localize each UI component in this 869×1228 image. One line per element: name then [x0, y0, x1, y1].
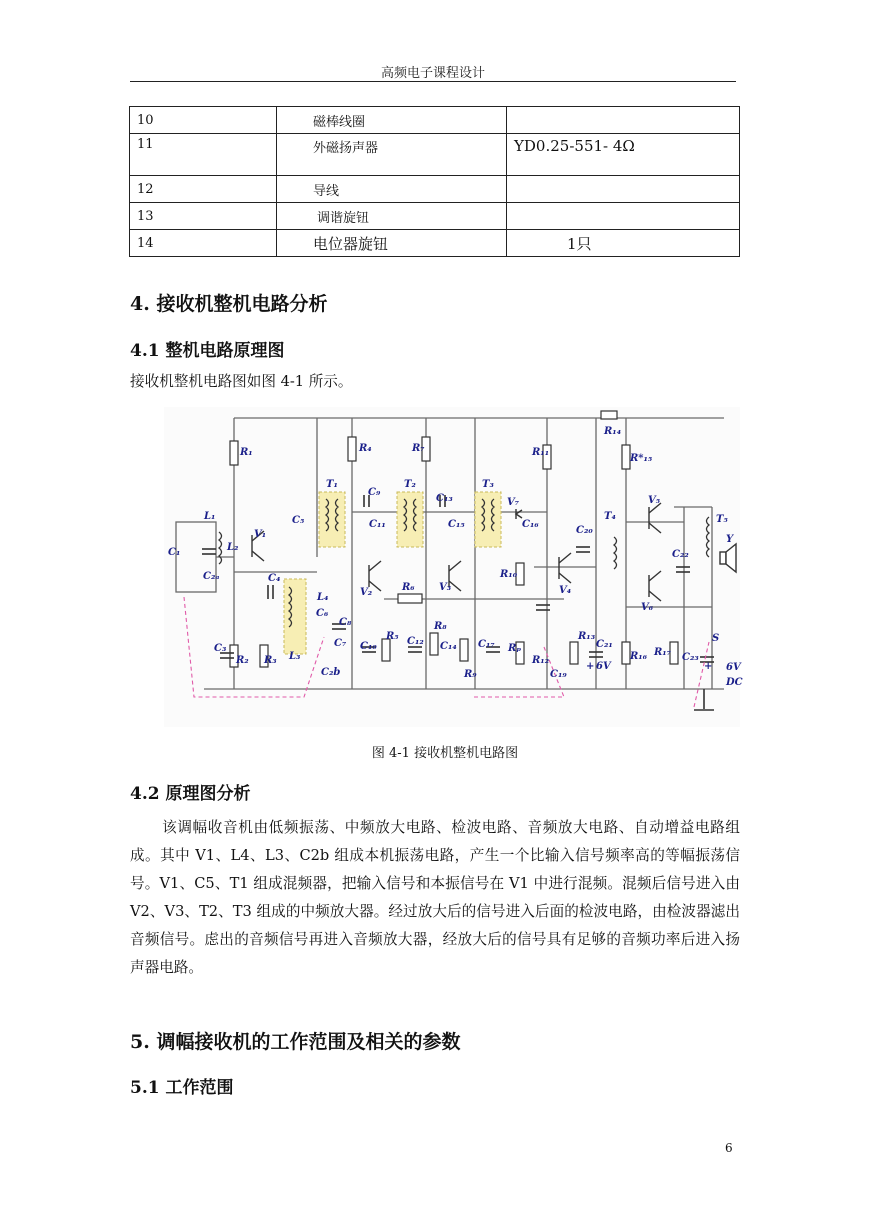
label-6v-c21: 6V	[596, 661, 611, 672]
label-l4: L₄	[317, 592, 329, 603]
label-c22: C₂₂	[672, 549, 689, 560]
cell-spec: YD0.25-551- 4Ω	[507, 134, 740, 176]
cell-spec: 1只	[507, 230, 740, 257]
label-c21: C₂₁	[596, 639, 613, 650]
cell-spec	[507, 176, 740, 203]
label-s: S	[712, 633, 720, 644]
label-l3: L₃	[289, 651, 301, 662]
cell-name: 调谐旋钮	[277, 203, 507, 230]
label-c12: C₁₂	[407, 636, 424, 647]
label-c16: C₁₆	[522, 519, 539, 530]
label-c2a: C₂ₐ	[203, 571, 220, 582]
running-header: 高频电子课程设计	[380, 66, 485, 81]
label-plus-c21: +	[586, 661, 595, 672]
table-row	[130, 134, 740, 176]
label-c17: C₁₇	[478, 639, 495, 650]
table-row	[130, 176, 740, 203]
label-c1: C₁	[168, 547, 181, 558]
label-c15: C₁₅	[448, 519, 465, 530]
label-l2: L₂	[227, 542, 239, 553]
label-r6: R₆	[402, 582, 415, 593]
cell-no: 12	[130, 176, 277, 203]
label-r2: R₂	[236, 655, 249, 666]
label-c20: C₂₀	[576, 525, 593, 536]
label-l1: L₁	[204, 511, 216, 522]
label-t3: T₃	[482, 479, 494, 490]
section-5-1-heading: 5.1 工作范围	[130, 1078, 234, 1098]
label-r14: R₁₄	[604, 426, 622, 437]
label-v6: V₆	[641, 602, 654, 613]
label-rp: Rₚ	[508, 643, 522, 654]
label-v1: V₁	[254, 529, 267, 540]
label-r1: R₁	[240, 447, 253, 458]
label-y: Y	[726, 534, 734, 545]
label-r5: R₅	[386, 631, 399, 642]
label-c10: C₁₀	[360, 641, 377, 652]
cell-spec	[507, 107, 740, 134]
label-c5: C₅	[292, 515, 305, 526]
label-c11: C₁₁	[369, 519, 386, 530]
label-t5: T₅	[716, 514, 728, 525]
cell-name: 外磁扬声器	[277, 134, 507, 176]
section-4-2-body: 该调幅收音机由低频振荡、中频放大电路、检波电路、音频放大电路、自动增益电路组成。其中 V1、L4、L3、C2b 组成本机振荡电路，产生一个比输入信号频率高的等幅振荡信号。V1、C5、T1 组成混频器，把输入信号和本振信号在 V1 中进行混频。混频后信号进入由 V2、V3、T2、T3 组成的中频放大器。经过放大后的信号进入后面的检波电路，由检波器滤出音频信号。虑出的音频信号再进入音频放大器，经放大后的信号具有足够的音频功率后进入扬声器电路。	[130, 819, 740, 976]
table-row	[130, 203, 740, 230]
label-v4: V₄	[559, 585, 572, 596]
page-number: 6	[725, 1141, 733, 1155]
section-4-1-intro: 接收机整机电路图如图 4-1 所示。	[130, 373, 353, 390]
label-t2: T₂	[404, 479, 416, 490]
header-rule	[130, 81, 736, 82]
label-r13: R₁₃	[578, 631, 596, 642]
label-r4: R₄	[359, 443, 372, 454]
label-v3: V₃	[439, 582, 452, 593]
label-c3: C₃	[214, 643, 227, 654]
label-plus-battery: +	[704, 661, 713, 672]
label-c9: C₉	[368, 487, 381, 498]
cell-no: 13	[130, 203, 277, 230]
label-v7: V₇	[507, 497, 520, 508]
cell-no: 11	[130, 134, 277, 176]
label-r12: R₁₂	[532, 655, 550, 666]
label-c23: C₂₃	[682, 652, 699, 663]
label-c14: C₁₄	[440, 641, 457, 652]
section-4-heading: 4. 接收机整机电路分析	[130, 293, 328, 315]
label-v5: V₅	[648, 495, 661, 506]
section-5-heading: 5. 调幅接收机的工作范围及相关的参数	[130, 1031, 461, 1053]
label-dc: DC	[726, 677, 743, 688]
label-c19: C₁₉	[550, 669, 567, 680]
label-c13: C₁₃	[436, 493, 453, 504]
label-r17: R₁₇	[654, 647, 672, 658]
section-4-2-heading: 4.2 原理图分析	[130, 784, 251, 804]
label-c4: C₄	[268, 573, 281, 584]
label-r10: R₁₀	[500, 569, 518, 580]
label-r9: R₉	[464, 669, 477, 680]
label-c8: C₈	[339, 617, 352, 628]
cell-name: 电位器旋钮	[277, 230, 507, 257]
label-r11: R₁₁	[532, 447, 550, 458]
label-r3: R₃	[264, 655, 277, 666]
label-t1: T₁	[326, 479, 338, 490]
label-v2: V₂	[360, 587, 373, 598]
cell-no: 14	[130, 230, 277, 257]
label-r15: R*₁₅	[630, 453, 653, 464]
label-r16: R₁₆	[630, 651, 648, 662]
label-r7: R₇	[412, 443, 425, 454]
label-t4: T₄	[604, 511, 616, 522]
label-c7: C₇	[334, 638, 347, 649]
table-row	[130, 107, 740, 134]
cell-name: 磁棒线圈	[277, 107, 507, 134]
label-c2b: C₂b	[321, 667, 341, 678]
parts-table	[129, 106, 740, 257]
label-6v: 6V	[726, 662, 741, 673]
label-r8: R₈	[434, 621, 447, 632]
figure-caption: 图 4-1 接收机整机电路图	[371, 746, 519, 761]
label-c6: C₆	[316, 608, 329, 619]
cell-spec	[507, 203, 740, 230]
cell-no: 10	[130, 107, 277, 134]
table-row	[130, 230, 740, 257]
cell-name: 导线	[277, 176, 507, 203]
section-4-1-heading: 4.1 整机电路原理图	[130, 341, 285, 361]
circuit-diagram	[164, 407, 743, 727]
